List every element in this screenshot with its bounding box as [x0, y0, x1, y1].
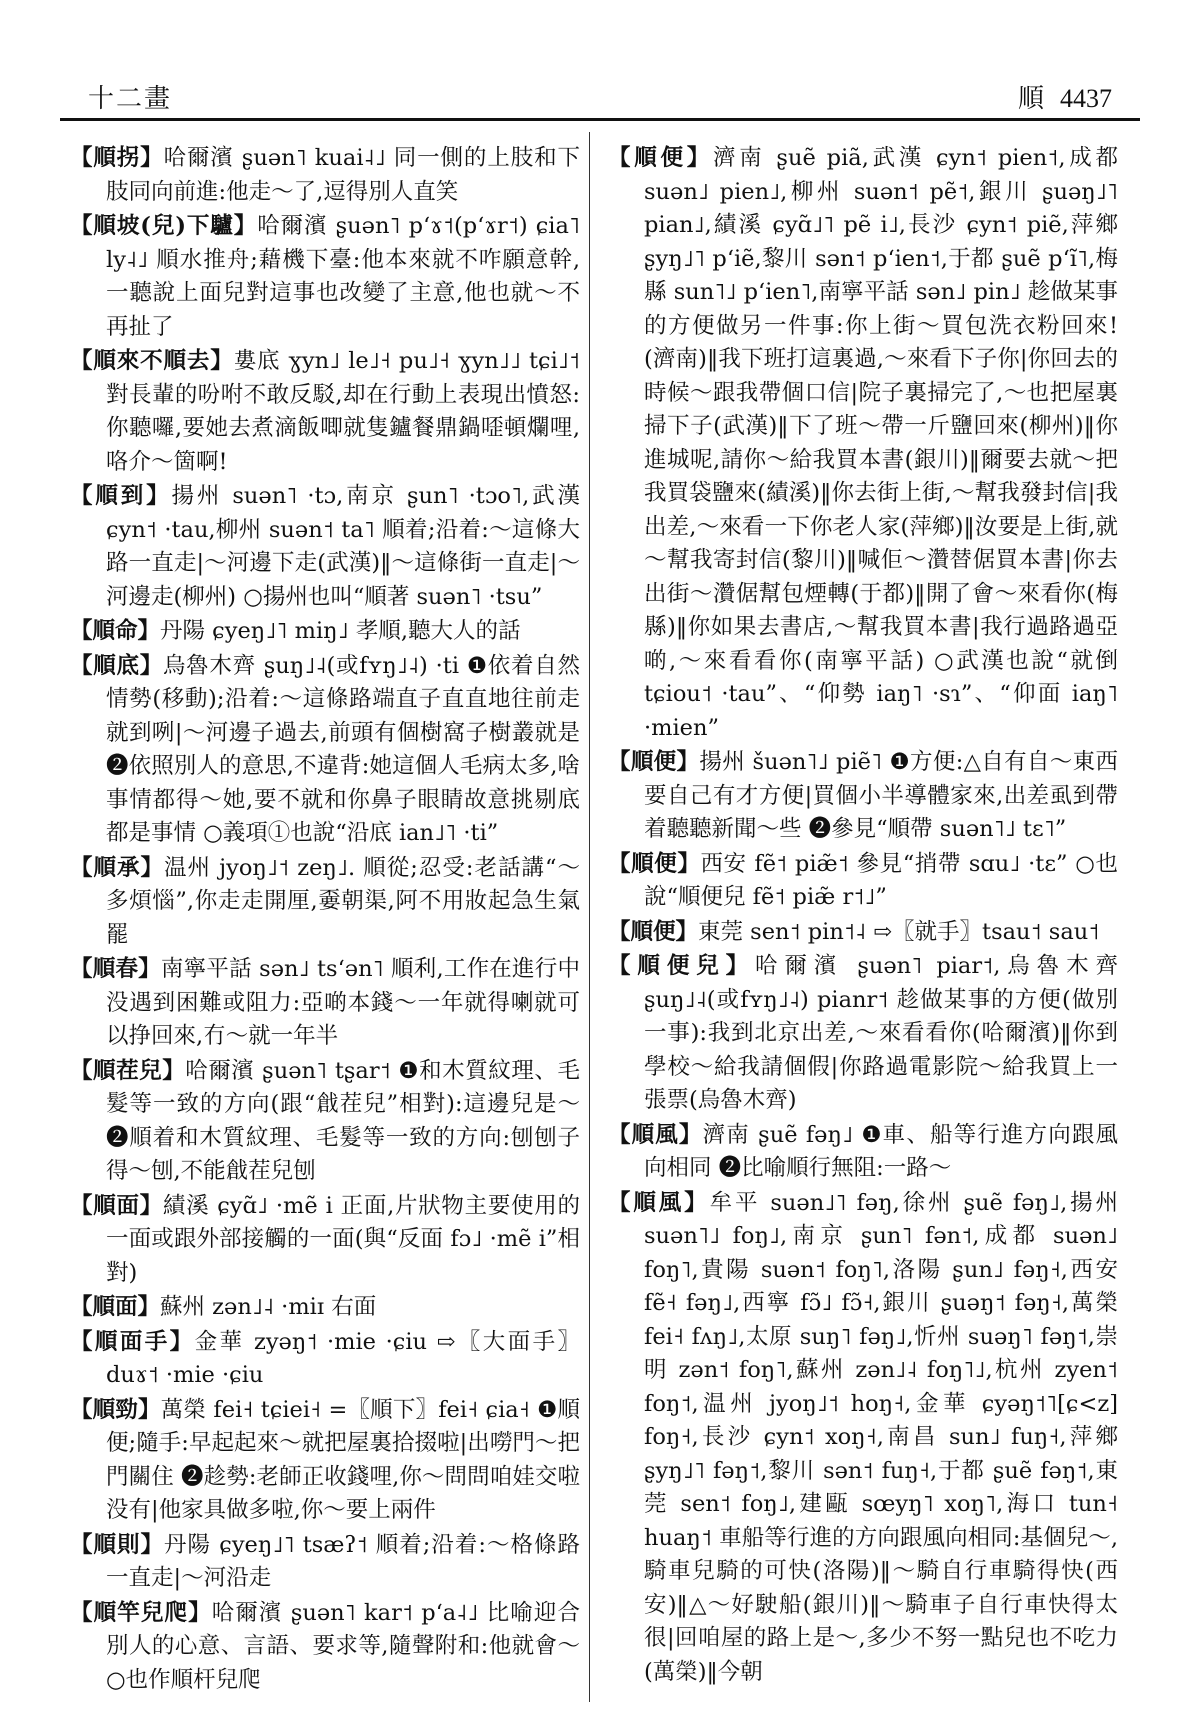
entry-headword: 【順命】: [70, 618, 161, 644]
dictionary-entry: [608, 916, 1118, 950]
page-number: 4437: [1060, 84, 1112, 113]
dictionary-entry: [608, 1119, 1118, 1186]
entry-headword: 【順竿兒爬】: [70, 1599, 212, 1626]
dictionary-entry: [608, 1187, 1118, 1690]
entry-headword: 【順承】: [70, 854, 165, 881]
entry-definition: 萬榮 fei˧ tɕiei˧ =〖順下〗fei˧ ɕia˧ ❶順便;隨手:早起起來～就把屋裏拾掇啦|出嘮門～把門關住 ❷趁勢:老師正收錢哩,你～問問咱娃交啦没有|他家具做多啦,你～要上兩件: [106, 1396, 580, 1523]
entry-definition: 婁底 ɣyn˩ le˩˧ pu˩˧ ɣyn˩˩ tɕi˩˦ 對長輩的吩咐不敢反駁,却在行動上表現出憤怒:你聽囉,要她去煮滴飯唧就隻鑪餐鼎鍋㗏頓爛哩,咯介～箇啊!: [106, 348, 580, 475]
entry-definition: 烏魯木齊 ʂuŋ˩˨(或fʏŋ˩˨) ·ti ❶依着自然情勢(移動);沿着:～這條路端直子直直地往前走就到咧|～河邊子過去,前頭有個樹窩子樹叢就是 ❷依照別人的意思,不違背:她這個人毛病太多,啥事情都得～她,要不就和你鼻子眼睛故意挑剔底都是事情 ○義項①也說“沿底 ian˩˥ ·ti”: [106, 652, 580, 846]
entry-headword: 【順面】: [70, 1192, 163, 1219]
dictionary-entry: [70, 1291, 580, 1325]
dictionary-entry: [70, 345, 580, 479]
entry-definition: 南寧平話 sən˩ tsʻən˥ 順利,工作在進行中没遇到困難或阻力:亞啲本錢～一年就得喇就可以挣回來,冇～就一年半: [106, 956, 580, 1049]
entry-headword: 【順面】: [70, 1294, 161, 1320]
entry-headword: 【順拐】: [70, 145, 164, 171]
entry-definition: 哈爾濱 ʂuən˥ kar˦ pʻa˨˩ 比喻迎合別人的心意、言語、要求等,隨聲附和:他就會～ ○也作順杆兒爬: [106, 1599, 580, 1693]
dictionary-entry: [70, 615, 580, 649]
dictionary-entry: [608, 950, 1118, 1118]
dictionary-entry: [70, 210, 580, 344]
entry-headword: 【順便】: [608, 850, 701, 877]
entry-definition: 丹陽 ɕyeŋ˩˥ miŋ˩ 孝順,聽大人的話: [160, 618, 521, 644]
left-column: [70, 142, 580, 1702]
dictionary-entry: [608, 848, 1118, 915]
dictionary-entry: [70, 142, 580, 209]
entry-headword: 【順風】: [608, 1121, 703, 1148]
entry-definition: 哈爾濱 ʂuən˥ kuai˨˩ 同一側的上肢和下肢同向前進:他走～了,逗得別人直笑: [106, 145, 580, 205]
dictionary-entry: [70, 1394, 580, 1528]
dictionary-entry: [70, 1190, 580, 1291]
entry-definition: 濟南 ʂuẽ fəŋ˩ ❶車、船等行進方向跟風向相同 ❷比喻順行無阻:一路～: [644, 1121, 1118, 1181]
entry-headword: 【順茬兒】: [70, 1057, 186, 1084]
dictionary-entry: [608, 746, 1118, 847]
entry-definition: 揚州 šuən˥˩ piẽ˥ ❶方便:△自有自～東西要自己有才方便|買個小半導體家來,出差虱到帶着聽聽新聞～些 ❷參見“順帶 suən˥˩ tɛ˥”: [644, 749, 1118, 842]
entry-headword: 【順則】: [70, 1531, 165, 1558]
entry-definition: 丹陽 ɕyeŋ˩˥ tsæʔ˦ 順着;沿着:～格條路一直走|～河沿走: [106, 1531, 580, 1591]
entry-definition: 東莞 sen˦ pin˦˨ ⇨〖就手〗tsau˦ sau˦: [698, 918, 1100, 945]
dictionary-entry: [70, 1597, 580, 1698]
entry-definition: 濟南 ʂuẽ piã,武漢 ɕyn˦ pien˦,成都 suən˩ pien˩,柳州 suən˦ pẽ˦,銀川 ʂuəŋ˩˥ pian˩,績溪 ɕyɑ̃˩˥ pẽ i˩,長沙 ɕyn˦ piẽ,萍鄉 ʂyŋ˩˥ pʻiẽ,黎川 sən˦ pʻien˦,于都 ʂuẽ pʻĩ˥,梅縣 sun˥˩ pʻien˥,南寧平話 sən˩ pin˩ 趁做某事的方便做另一件事:你上街～買包洗衣粉回來!(濟南)‖我下班打這裏過,～來看下子你|你回去的時候～跟我帶個口信|院子裏掃完了,～也把屋裏掃下子(武漢)‖下了班～帶一斤鹽回來(柳州)‖你進城呢,請你～給我買本書(銀川)‖爾要去就～把我買袋鹽來(績溪)‖你去街上街,～幫我發封信|我出差,～來看一下你老人家(萍鄉)‖汝要是上街,就～幫我寄封信(黎川)‖喊佢～灒替倨買本書|你去出街～灒倨幫包煙轉(于都)‖開了會～來看你(梅縣)‖你如果去書店,～幫我買本書|我行過路過亞啲,～來看看你(南寧平話) ○武漢也說“就倒 tɕiou˦ ·tau”、“仰勢 iaŋ˥ ·sɿ”、“仰面 iaŋ˥ ·mien”: [644, 145, 1118, 741]
entry-definition: 揚州 suən˥ ·tɔ,南京 ʂun˥ ·tɔo˥,武漢 ɕyn˦ ·tau,柳州 suən˦ ta˥ 順着;沿着:～這條大路一直走|～河邊下走(武漢)‖～這條街一直走|～河邊走(柳州) ○揚州也叫“順著 suən˥ ·tsu”: [106, 483, 580, 610]
entry-headword: 【順來不順去】: [70, 348, 234, 374]
dictionary-entry: [70, 852, 580, 953]
entry-definition: 哈爾濱 ʂuən˥ tʂar˦ ❶和木質紋理、毛髮等一致的方向(跟“戧茬兒”相對):這邊兒是～ ❷順着和木質紋理、毛髮等一致的方向:刨刨子得～刨,不能戧茬兒刨: [106, 1057, 580, 1184]
dictionary-entry: [70, 953, 580, 1054]
entry-headword: 【順便】: [608, 918, 699, 945]
header-rule: [60, 118, 1140, 121]
entry-definition: 績溪 ɕyɑ̃˩ ·mẽ i 正面,片狀物主要使用的一面或跟外部接觸的一面(與“反面 fɔ˩ ·mẽ i”相對): [106, 1192, 580, 1286]
entry-headword: 【順面手】: [70, 1328, 195, 1355]
dictionary-entry: [70, 1326, 580, 1393]
chapter-label: 十二畫: [88, 84, 173, 114]
entry-headword: 【順底】: [70, 652, 163, 679]
dictionary-entry: [608, 142, 1118, 745]
dictionary-entry: [70, 650, 580, 851]
dictionary-entry: [70, 480, 580, 614]
entry-definition: 哈爾濱 ʂuən˥ piar˦,烏魯木齊 ʂuŋ˩˨(或fʏŋ˩˨) pianr˦ 趁做某事的方便(做別一事):我到北京出差,～來看看你(哈爾濱)‖你到學校～給我請個假|你路過電影院～給我買上一張票(烏魯木齊): [644, 953, 1118, 1113]
entry-definition: 温州 jyoŋ˩˦ zeŋ˩. 順從;忍受:老話講“～多煩惱”,你走走開厘,嫑朝渠,阿不用妝起急生氣罷: [106, 854, 580, 948]
dictionary-entry: [70, 1055, 580, 1189]
column-divider: [589, 132, 590, 1702]
entry-headword: 【順便】: [608, 145, 714, 171]
entry-headword: 【順風】: [608, 1189, 710, 1216]
entry-headword: 【順到】: [70, 483, 172, 509]
right-column: [608, 142, 1118, 1702]
running-headword: 順: [1017, 84, 1044, 114]
dictionary-entry: [70, 1529, 580, 1596]
running-head: [1018, 78, 1112, 115]
entry-headword: 【順便】: [608, 749, 700, 775]
entry-headword: 【順坡(兒)下驢】: [70, 213, 258, 239]
entry-headword: 【順便兒】: [608, 953, 756, 979]
entry-definition: 哈爾濱 ʂuən˥ pʻɤ˦(pʻɤr˦) ɕia˥ ly˨˩ 順水推舟;藉機下臺:他本來就不咋願意幹,一聽說上面兒對這事也改變了主意,他也就～不再扯了: [106, 213, 580, 340]
entry-definition: 牟平 suən˩˥ fəŋ,徐州 ʂuẽ fəŋ˩,揚州 suən˥˩ foŋ˩,南京 ʂun˥ fən˦,成都 suən˩ foŋ˥,貴陽 suən˦ foŋ˥,洛陽 ʂun˩ fəŋ˧,西安 fẽ˧ fəŋ˩,西寧 fɔ̃˩ fɔ̃˧,銀川 ʂuəŋ˦ fəŋ˧,萬榮 fei˧ fʌŋ˩,太原 suŋ˥ fəŋ˩,忻州 suəŋ˥ fəŋ˦,崇明 zən˦ foŋ˥,蘇州 zən˩˨ foŋ˥˩,杭州 zyen˦ foŋ˦,温州 jyoŋ˩˦ hoŋ˧,金華 ɕyəŋ˦˥[ɕ<z] foŋ˧,長沙 ɕyn˦ xoŋ˧,南昌 sun˩ fuŋ˧,萍鄉 ʂyŋ˩˥ fəŋ˦,黎川 sən˦ fuŋ˧,于都 ʂuẽ fəŋ˦,東莞 sen˦ foŋ˩,建甌 sœyŋ˥ xoŋ˥,海口 tun˧ huaŋ˦ 車船等行進的方向跟風向相同:基個兒～,騎車兒騎的可快(洛陽)‖～騎自行車騎得快(西安)‖△～好駛船(銀川)‖～騎車子自行車快得太很|回咱屋的路上是～,多少不努一點兒也不吃力(萬榮)‖今朝: [644, 1189, 1118, 1685]
entry-definition: 金華 zyəŋ˦ ·mie ·ɕiu ⇨〖大面手〗duɤ˦ ·mie ·ɕiu: [106, 1328, 580, 1388]
entry-definition: 西安 fẽ˦ piæ̃˦ 參見“捎帶 sɑu˩ ·tɛ” ○也說“順便兒 fẽ˦ piæ̃ r˦˩”: [644, 850, 1118, 910]
entry-definition: 蘇州 zən˩˨ ·miɪ 右面: [160, 1294, 377, 1320]
page-header: [60, 70, 1140, 116]
entry-headword: 【順春】: [70, 956, 161, 982]
entry-headword: 【順勁】: [70, 1396, 161, 1423]
